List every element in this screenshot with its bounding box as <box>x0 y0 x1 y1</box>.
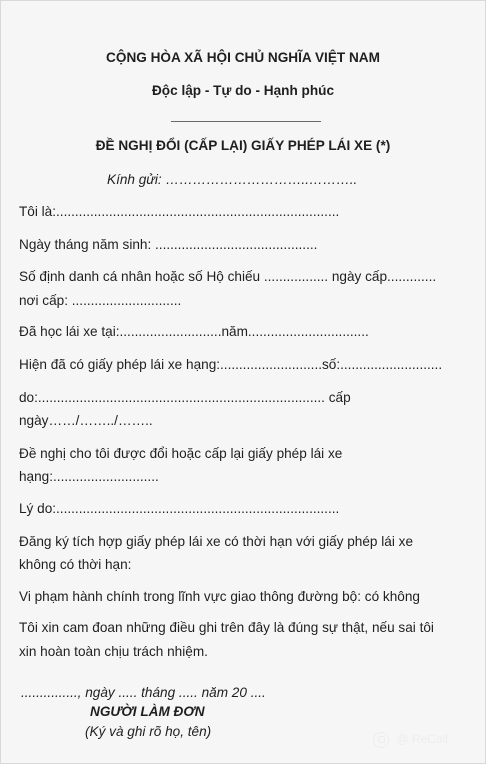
date-line: ..............., ngày ..... tháng ..... năm 20 .... <box>21 685 266 700</box>
reason-line: Lý do:........................................................................... <box>19 501 340 516</box>
form-title: ĐỀ NGHỊ ĐỔI (CẤP LẠI) GIẤY PHÉP LÁI XE (*) <box>95 138 391 153</box>
issued-by-line: do:............................................................................ cấp <box>19 390 351 405</box>
training-line: Đã học lái xe tại:...........................năm................................ <box>19 324 369 339</box>
request-class-line: hạng:............................ <box>19 469 159 484</box>
country-heading: CỘNG HÒA XÃ HỘI CHỦ NGHĨA VIỆT NAM <box>106 50 380 65</box>
signer-title: NGƯỜI LÀM ĐƠN <box>90 704 205 719</box>
commitment-line-1: Tôi xin cam đoan những điều ghi trên đây là đúng sự thật, nếu sai tôi <box>19 620 434 635</box>
watermark-text: @ ReCall <box>396 732 448 747</box>
id-line: Số định danh cá nhân hoặc số Hộ chiếu ................. ngày cấp............. <box>19 269 437 284</box>
issue-place-line: nơi cấp: ............................. <box>19 293 182 308</box>
motto-heading: Độc lập - Tự do - Hạnh phúc <box>151 83 335 98</box>
heading-divider <box>171 121 321 122</box>
license-class-line: Hiện đã có giấy phép lái xe hạng:...........................số:........................... <box>19 357 443 372</box>
request-line: Đề nghị cho tôi được đổi hoặc cấp lại giấy phép lái xe <box>19 446 343 461</box>
birth-date-line: Ngày tháng năm sinh: ........................................... <box>19 237 318 252</box>
integration-line-1: Đăng ký tích hợp giấy phép lái xe có thời hạn với giấy phép lái xe <box>19 534 413 549</box>
full-name-line: Tôi là:........................................................................... <box>19 204 340 219</box>
violation-line: Vi phạm hành chính trong lĩnh vực giao thông đường bộ: có không <box>19 589 420 604</box>
recipient-line: Kính gửi: …………………………..……….. <box>107 172 358 187</box>
integration-line-2: không có thời hạn: <box>19 557 132 572</box>
commitment-line-2: xin hoàn toàn chịu trách nhiệm. <box>19 644 208 659</box>
signer-note: (Ký và ghi rõ họ, tên) <box>85 724 212 739</box>
issued-date-line: ngày……/……../…….. <box>19 413 153 428</box>
